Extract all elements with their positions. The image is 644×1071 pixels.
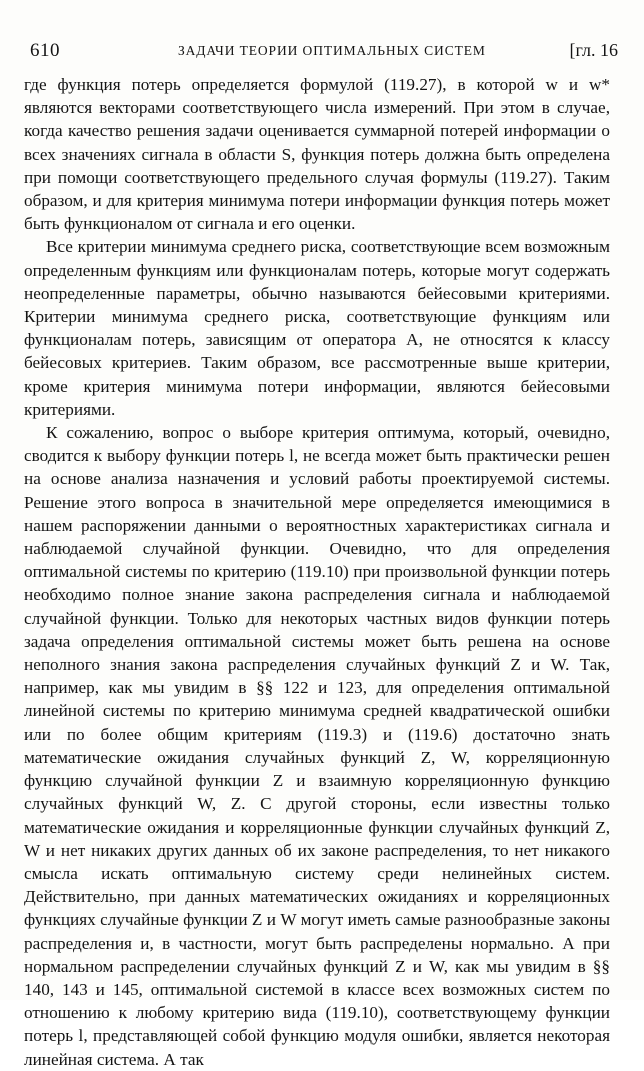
body-text [24,73,610,1071]
page-number: 610 [30,40,60,61]
running-header [30,40,620,64]
chapter-reference: [гл. 16 [569,40,618,60]
running-title: ЗАДАЧИ ТЕОРИИ ОПТИМАЛЬНЫХ СИСТЕМ [178,43,486,58]
paragraph-loss-function-choice: К сожалению, вопрос о выборе критерия оптимума, который, очевидно, сводится к выбору функции потерь l, не всегда может быть практически решен на основе анализа назначения и условий работы проектируемой системы. Решение этого вопроса в значительной мере определяется имеющимися в нашем распоряжении данными о вероятностных характеристиках сигнала и наблюдаемой случайной функции. Очевидно, что для определения оптимальной системы по критерию (119.10) при произвольной функции потерь необходимо полное знание закона распределения сигнала и наблюдаемой случайной функции. Только для некоторых частных видов функции потерь задача определения оптимальной системы может быть решена на основе неполного знания закона распределения случайных функций Z и W. Так, например, как мы увидим в §§ 122 и 123, для определения оптимальной линейной системы по критерию минимума средней квадратической ошибки или по более общим критериям (119.3) и (119.6) достаточно знать математические ожидания случайных функций Z, W, корреляционную функцию случайной функции Z и взаимную корреляционную функцию случайных функций W, Z. С другой стороны, если известны только математические ожидания и корреляционные функции случайных функций Z, W и нет никаких других данных об их законе распределения, то нет никакого смысла искать оптимальную систему среди нелинейных систем. Действительно, при данных математических ожиданиях и корреляционных функциях случайные функции Z и W могут иметь самые разнообразные законы распределения и, в частности, могут быть распределены нормально. А при нормальном распределении случайных функций Z и W, как мы увидим в §§ 140, 143 и 145, оптимальной системой в классе всех возможных систем по отношению к любому критерию вида (119.10), соответствующему функции потерь l, представляющей собой функцию модуля ошибки, является некоторая линейная система. А так [24,423,610,1069]
paragraph-bayes-criteria: Все критерии минимума среднего риска, соответствующие всем возможным определенным функциям или функционалам потерь, которые могут содержать неопределенные параметры, обычно называются бейесовыми критериями. Критерии минимума среднего риска, соответствующие функциям или функционалам потерь, зависящим от оператора A, не относятся к классу бейесовых критериев. Таким образом, все рассмотренные выше критерии, кроме критерия минимума потери информации, являются бейесовыми критериями. [24,237,610,419]
paragraph-continuation: где функция потерь определяется формулой (119.27), в которой w и w* являются векторами соответствующего числа измерений. При этом в случае, когда качество решения задачи оценивается суммарной потерей информации о всех значениях сигнала в области S, функция потерь должна быть определена при помощи соответствующего предельного случая формулы (119.27). Таким образом, и для критерия минимума потери информации функция потерь может быть функционалом от сигнала и его оценки. [24,75,610,234]
